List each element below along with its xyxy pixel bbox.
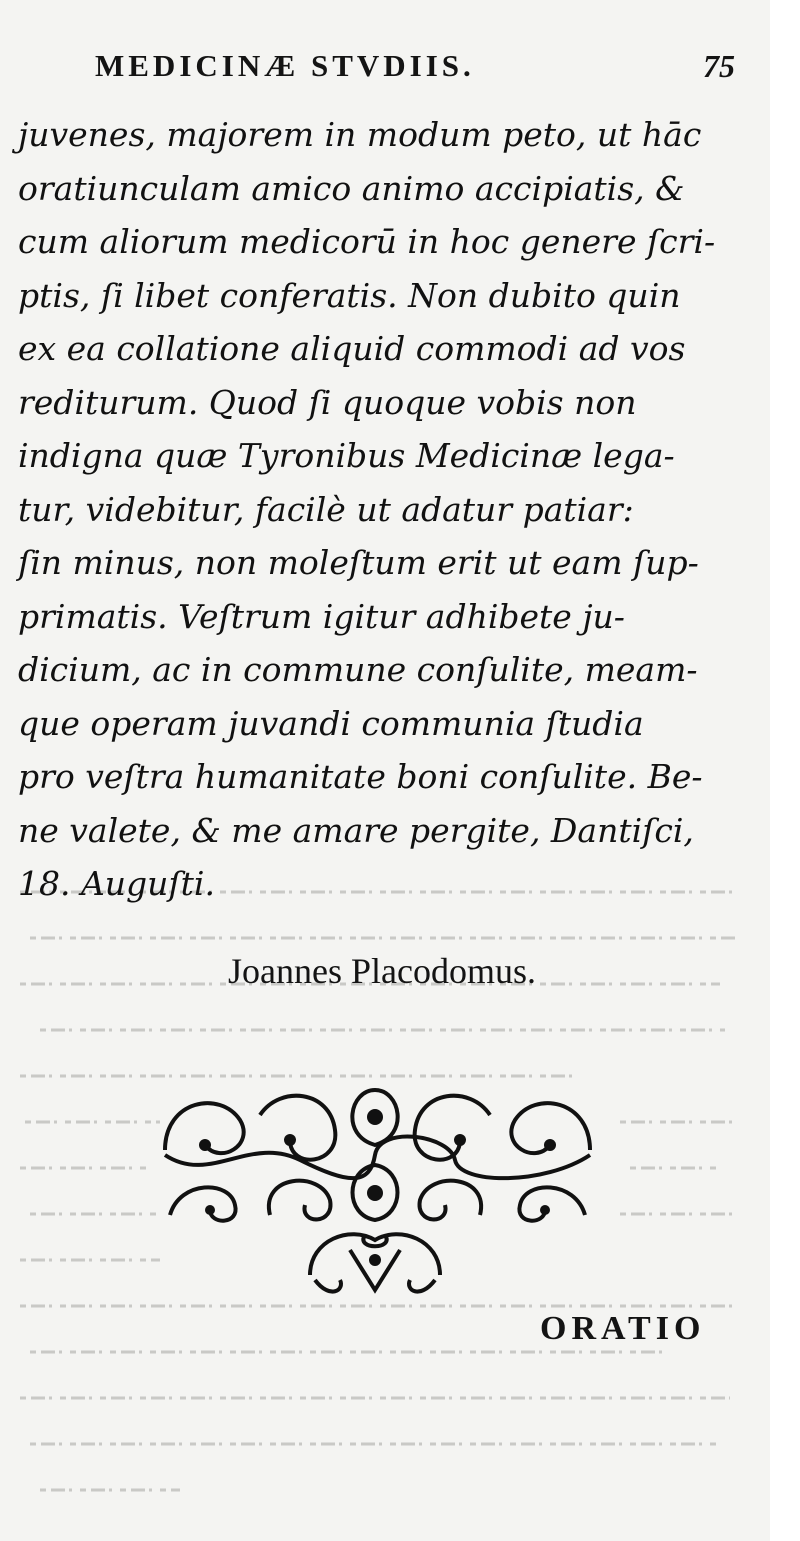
- text-line: cum aliorum medicorū in hoc genere ſcri-: [18, 222, 716, 261]
- text-line: dicium, ac in commune conſulite, meam-: [18, 650, 698, 689]
- printers-ornament-icon: [150, 1075, 605, 1305]
- text-line: primatis. Veſtrum igitur adhibete ju-: [18, 596, 625, 636]
- running-head: MEDICINÆ STVDIIS.: [95, 48, 475, 83]
- page-header: [95, 48, 735, 94]
- text-line: 18. Auguſti.: [18, 864, 215, 903]
- body-text: [18, 108, 753, 911]
- text-line: ex ea collatione aliquid commodi ad vos: [18, 329, 686, 368]
- text-line: pro veſtra humanitate boni conſulite. Be-: [18, 757, 703, 796]
- page-margin-edge: [770, 0, 800, 1541]
- text-line: juvenes, majorem in modum peto, ut hāc: [18, 115, 702, 154]
- text-line: tur, videbitur, facilè ut adatur patiar:: [18, 489, 634, 529]
- text-line: oratiunculam amico animo accipiatis, &: [18, 168, 685, 208]
- catchword: ORATIO: [540, 1310, 706, 1347]
- text-line: indigna quæ Tyronibus Medicinæ lega-: [18, 436, 675, 475]
- signature: Joannes Placodomus.: [228, 951, 536, 991]
- text-line: ptis, ſi libet conferatis. Non dubito quin: [18, 275, 681, 315]
- text-line: que operam juvandi communia ſtudia: [18, 703, 644, 743]
- text-line: ſin minus, non moleſtum erit ut eam ſup-: [18, 543, 699, 582]
- page-number: 75: [703, 48, 735, 84]
- text-line: ne valete, & me amare pergite, Dantiſci,: [18, 810, 694, 850]
- text-line: rediturum. Quod ſi quoque vobis non: [18, 382, 637, 422]
